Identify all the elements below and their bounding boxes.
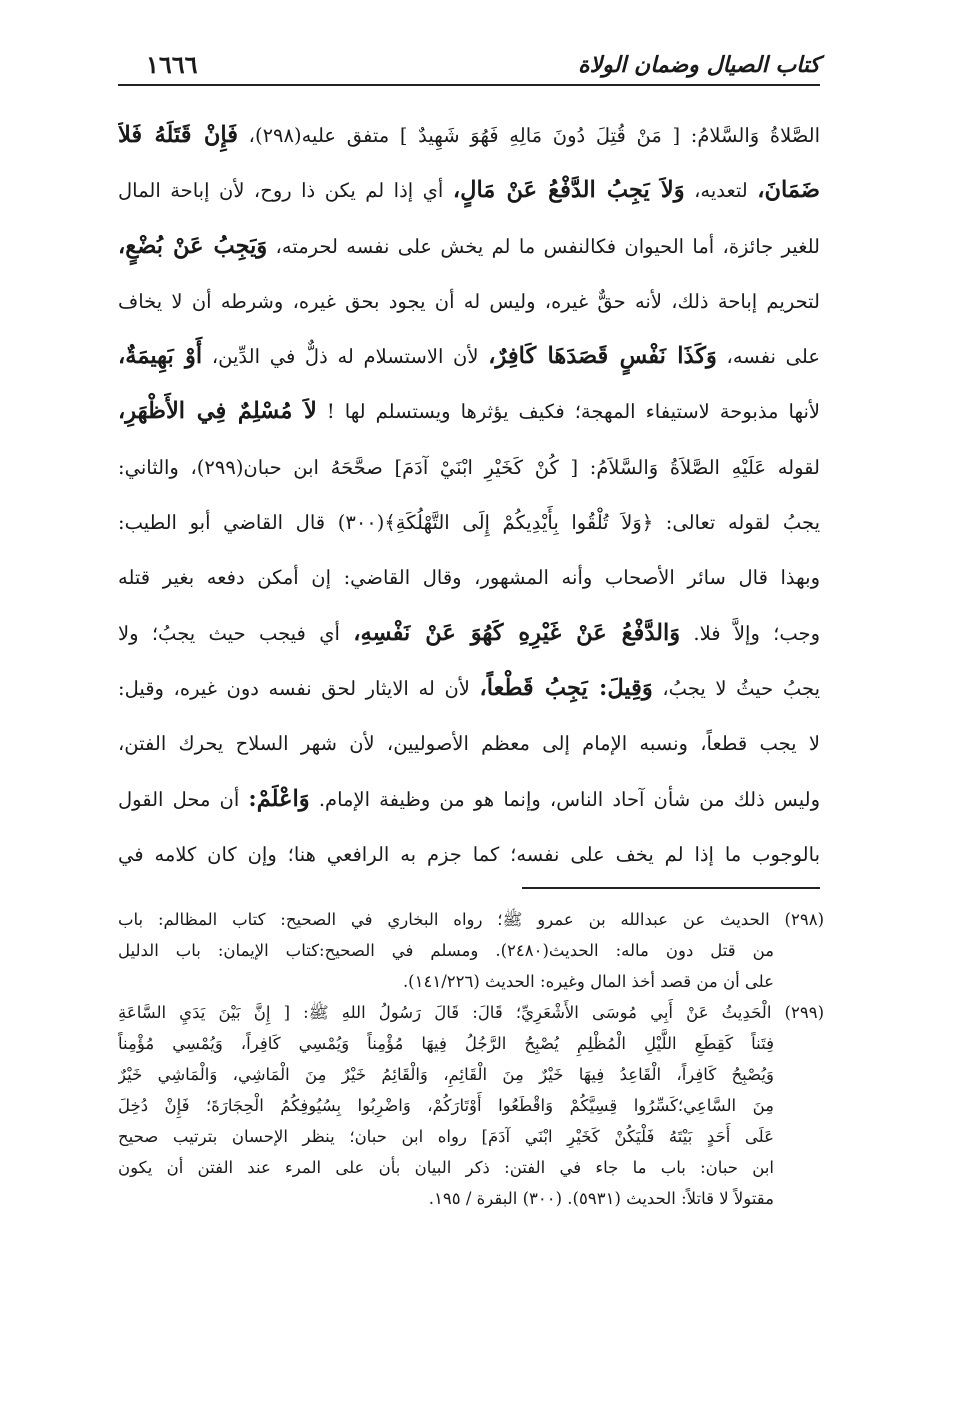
page-number: ١٦٦٦ [146,50,198,79]
sharh-segment: لتعديه، [684,179,758,203]
footnotes [118,904,824,1324]
sharh-segment: يجبُ لقوله تعالى: ﴿وَلاَ تُلْقُوا بِأَيْدِيكُمْ إِلَى التَّهْلُكَةِ﴾(٣٠٠) قال القاضي أبو الطيب: [118,511,820,535]
footnote-line: على أن من قصد أخذ المال وغيره: الحديث (١٤١/٢٢٦). [402,972,774,991]
footnote-line: ابن حبان: باب ما جاء في الفتن: ذكر البيان بأن على المرء عند الفتن أن يكون [118,1158,774,1177]
sharh-segment: لا يجب قطعاً، ونسبه الإمام إلى معظم الأصوليين، لأن شهر السلاح يحرك الفتن، [118,732,820,756]
sharh-segment: يجبُ حيثُ لا يجبُ، [652,676,820,700]
sharh-segment: لتحريم إباحة ذلك، لأنه حقٌّ غيره، وليس له أن يجود بحق غيره، وشرطه أن لا يخاف [118,289,820,313]
text-line [118,661,820,716]
text-line [118,495,820,550]
footnote-line: من قتل دون ماله: الحديث(٢٤٨٠). ومسلم في الصحيح:كتاب الإيمان: باب الدليل [118,941,774,960]
text-line [118,550,820,605]
sharh-segment: وبهذا قال سائر الأصحاب وأنه المشهور، وقال القاضي: إن أمكن دفعه بغير قتله [118,566,820,590]
sharh-segment: بالوجوب ما إذا لم يخف على نفسه؛ كما جزم به الرافعي هنا؛ وإن كان كلامه في [118,842,820,866]
sharh-segment: وجب؛ وإلاَّ فلا. [680,621,820,645]
header-title: كتاب الصيال وضمان الولاة [578,52,820,78]
matn-segment: وَلاَ يَجِبُ الدَّفْعُ عَنْ مَالٍ، [452,177,685,204]
footnote-divider [522,887,820,889]
text-line [118,606,820,661]
text-line [118,384,820,439]
footnote-line: وَيُصْبِحُ كَافِراً، الْقَاعِدُ فِيهَا خَيْرٌ مِنَ الْقَائِمِ، وَالْقَائِمُ خَيْرٌ مِنَ الْمَاشِي، وَالْمَاشِي خَيْرٌ [118,1065,774,1084]
matn-segment: أَوْ بَهِيمَةٌ، [118,343,203,370]
sharh-segment: الصَّلاةُ وَالسَّلامُ: [ مَنْ قُتِلَ دُونَ مَالِهِ فَهُوَ شَهِيدٌ ] متفق عليه(٢٩٨)، [238,124,820,147]
sharh-segment: وليس ذلك من شأن آحاد الناس، وإنما هو من وظيفة الإمام. [309,787,820,811]
sharh-segment: أي إذا لم يكن ذا روح، لأن إباحة المال [118,179,453,203]
text-line [118,440,820,495]
main-text [118,108,820,883]
text-line [118,882,820,883]
sharh-segment: لقوله عَلَيْهِ الصَّلاَةُ وَالسَّلاَمُ: [ كُنْ كَخَيْرِ ابْنَيْ آدَمَ] صحَّحَهُ ابن حبان(٢٩٩)، والثاني: [118,455,820,479]
matn-segment: ضَمَانَ، [757,177,820,204]
sharh-segment: لأن الاستسلام له ذلٌّ في الدِّين، [202,345,489,369]
sharh-segment: أي فيجب حيث يجبُ؛ ولا [118,621,354,645]
matn-segment: وَكَذَا نَفْسٍ قَصَدَهَا كَافِرٌ، [488,343,717,370]
text-line [118,219,820,274]
sharh-segment: لأنها مذبوحة لاستيفاء المهجة؛ فكيف يؤثرها ويستسلم لها ! [316,400,820,424]
sharh-segment: أن محل القول [118,787,249,811]
text-line [118,716,820,771]
footnote-line: (٢٩٩) الْحَدِيثُ عَنْ أَبِي مُوسَى الأَشْعَرِيِّ؛ قَالَ: قَالَ رَسُولُ اللهِ ﷺ: [ إِنَّ بَيْنَ يَدَيِ السَّاعَةِ [118,1003,824,1022]
footnote-line: مقتولاً لا قاتلاً: الحديث (٥٩٣١). (٣٠٠) البقرة / ١٩٥. [428,1189,774,1208]
text-line [118,772,820,827]
matn-segment: وَالدَّفْعُ عَنْ غَيْرِهِ كَهُوَ عَنْ نَفْسِهِ، [353,619,681,646]
matn-segment: وَيَجِبُ عَنْ بُضْعٍ، [118,232,268,259]
text-line [118,274,820,329]
footnote-line: عَلَى أَحَدٍ بَيْتَهُ فَلْيَكُنْ كَخَيْرِ ابْنَي آدَمَ] رواه ابن حبان؛ ينظر الإحسان بترتيب صحيح [118,1127,774,1146]
running-header [118,50,820,86]
matn-segment: وَاعْلَمْ: [248,785,310,812]
sharh-segment: للغير جائزة، أما الحيوان فكالنفس ما لم يخش على نفسه لحرمته، [267,234,820,258]
footnote-line: مِنَ السَّاعِي؛كَسِّرُوا قِسِيَّكُمْ وَاقْطَعُوا أَوْتَارَكُمْ، وَاضْرِبُوا بِسُيُوفِكُمُ الْحِجَارَةَ؛ فَإِنْ دُخِلَ [118,1096,774,1115]
footnote-line: فِتَناً كَقِطَعِ اللَّيْلِ الْمُظْلِمِ يُصْبِحُ الرَّجُلُ فِيهَا مُؤْمِناً وَيُمْسِي كَافِراً، وَيُمْسِي مُؤْمِناً [118,1034,774,1053]
matn-segment: وَقِيلَ: يَجِبُ قَطْعاً، [479,674,653,701]
text-line [118,163,820,218]
sharh-segment: لأن له الايثار لحق نفسه دون غيره، وقيل: [118,676,480,700]
text-line [118,329,820,384]
matn-segment: فَإِنْ قَتَلَهُ فَلاَ [118,122,238,148]
text-line [118,108,820,163]
sharh-segment: على نفسه، [716,345,820,369]
matn-segment: لاَ مُسْلِمٌ فِي الأَظْهَرِ، [118,398,317,425]
text-line [118,827,820,882]
footnote-line: (٢٩٨) الحديث عن عبدالله بن عمرو ﷺ؛ رواه البخاري في الصحيح: كتاب المظالم: باب [118,910,824,929]
